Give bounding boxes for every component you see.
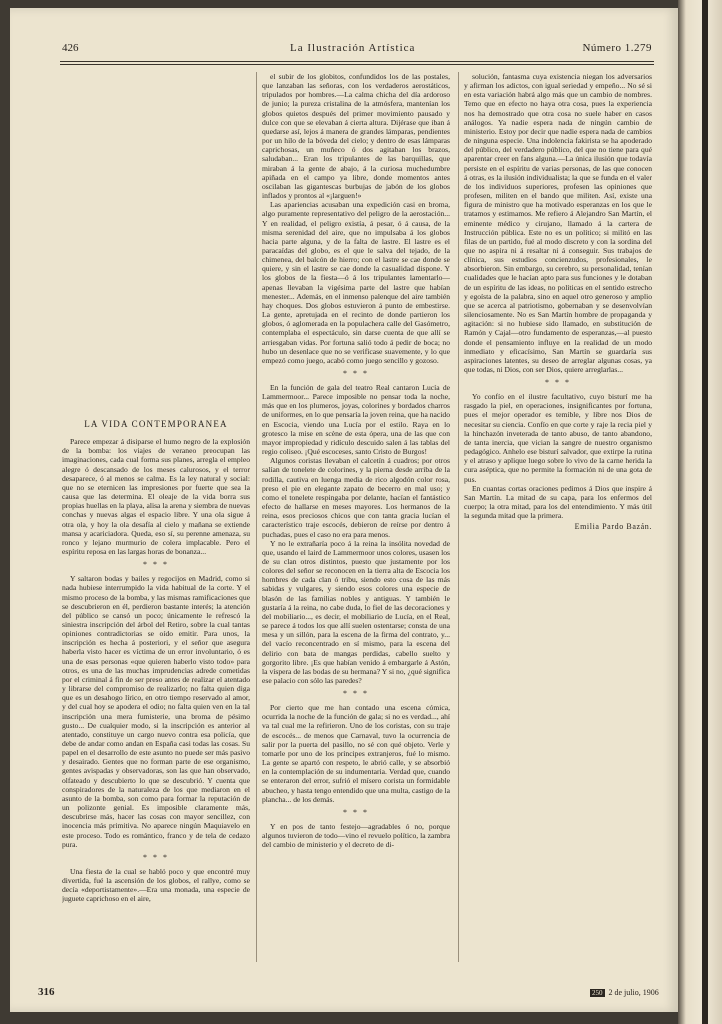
column-1 (62, 420, 250, 968)
section-title: LA VIDA CONTEMPORÁNEA (84, 420, 228, 429)
footer-date (590, 988, 659, 997)
col1-paragraph: Parece empezar á disiparse el humo negro de la explosión de la bomba: los viajes de veraneo preocupan las imaginaciones, cada cual forma sus planes, arregla el empleo alegre ó descansado de los meses calurosos, y el terror desaparece, ó al menos se calma. Es la ley natural y social: que no se eternicen las impresiones por fuerte que sea la causa que las determina. El oleaje de la vida borra sus propias huellas en la playa, alisa la arena y siembra de nuevas conchas y nuevas algas el espacio libre. Y una ola sigue á otra ola, y hoy la ola desafía al cielo y mañana se extiende mansa y acariciadora. Queda, eso sí, su perenne amenaza, su ronco y lejano murmurio de colera implacable. Pero el espíritu reposa en las largas horas de bonanza... (62, 437, 250, 557)
column-divider (458, 72, 459, 962)
header-issue: Número 1.279 (582, 42, 652, 54)
section-separator: * * * (143, 852, 169, 862)
author-signature: Emilia Pardo Bazán. (574, 522, 652, 532)
next-page-edge (678, 0, 722, 1024)
footer-page-number: 316 (38, 986, 55, 998)
section-separator: * * * (343, 807, 369, 817)
section-separator: * * * (143, 560, 169, 570)
page-header (62, 42, 652, 58)
header-page-number: 426 (62, 42, 79, 54)
col2-paragraph: Las apariencias acusaban una expedición casi en broma, algo puramente representativo del peligro de la aerostación... Y en realidad, el peligro existía, á pesar, ó á causa, de la misma serenidad del aire, que no impulsaba á los globos hacia parte alguna, y de la falta de lastre. El lastre es el paracaídas del globo, es el que le salva del tejado, de la chimenea, del balcón de hierro; con el lastre se cae donde se quiere, y sin el lastre se cae donde la casualidad dispone. Y los globos de la fiesta—ó á los tripulantes lamentarlo—apenas llevaban la vigésima parte del lastre que habían menester... Además, en el inmenso palenque del aire también hay choques. Dos globos estuvieron á punto de embestirse. La gente, apretujada en el recinto de donde partieron los globos, ó aglomerada en la populachera calle del Gasómetro, contemplaba el espectáculo, sin darse cuenta de que allí se arriesgaban vidas. Por fortuna salió todo á pedir de boca; no hubo un desenlace que no se verificase suavemente, y lo que empezó como juego, acabó como juego sencillo y gozoso. (262, 200, 450, 365)
col3-paragraph: solución, fantasma cuya existencia niegan los adversarios y afirman los adictos, con igual seriedad y empeño... No sé si en esta variación habrá algo más que un cambio de nombres. Temo que en efecto no haya otra cosa, pues la experiencia nos ha demostrado que otra cosa no suele haber en casos análogos. Ya nadie espera nada de ningún cambio de ministerio. Estoy por decir que nadie espera nada de cambios de ninguna especie. Una indolencia fakirista se ha apoderado del público, del verdadero público, del que no tiene para qué aparentar creer en fans alguna.—La única ilusión que todavía persiste en el espíritu de varias personas, de las que conocen á otras, es la ilusión individualista; la que se funda en el valer de los individuos superiores, profesen las opiniones que profesen, militen en el bando que militen. Así, existe una figura de ministro que ha motivado esperanzas en los que le tratamos y estimamos. Me refiero á Alejandro San Martín, el eminente médico y cirujano, llamado á la cartera de Instrucción pública. Este no es un político; si militó en las filas de un partido, fué al modo discreto y con la sordina del que no aspira ni á resaltar ni á conseguir. Sus trabajos de clínica, sus estudios concienzudos, profesionales, le absorbieron. Sin embargo, su cerebro, su personalidad, tenían cualidades que le hacían apto para sus funciones y le dotaban de un espíritu de las ideas, no políticas en el sentido estrecho y egoísta de la palabra, sino en aquel otro generoso y amplio que se acerca al patriotismo, gobernaban y se desenvolvían silenciosamente. No es San Martín hombre de propaganda y agitación: si no hubiese sido llamado, en substitución de Ramón y Cajal—otro fundamento de esperanzas,—al puesto donde el pensamiento influye en la realidad de un modo inmediato y eficacísimo, San Martín se guardaría sus aspiraciones latentes, su deseo de arreglar algunas cosas, ya que todas, ni Dios, con ser Dios, quiere arreglarlas... (464, 72, 652, 374)
header-title: La Ilustración Artística (290, 42, 416, 54)
column-2 (262, 72, 450, 962)
column-divider (256, 72, 257, 962)
footer-date-text: 2 de julio, 1906 (608, 988, 659, 997)
col2-paragraph: En la función de gala del teatro Real cantaron Lucía de Lammermoor... Parece imposible no pensar toda la noche, más que en los plumeros, joyas, colorines y bordados charros de uniformes, en lo que pensaría la joven reina, que ha nacido en Escocia, viendo una Lucía por el estilo. Raya en lo grotesco la mise en scène de esta ópera, una de las que con mayor impropiedad y ridículo descuido salen á las tablas del regio coliseo. ¡Qué escoceses, santo Cristo de Burgos! (262, 383, 450, 457)
col2-paragraph: Y no le extrañaría poco á la reina la insólita novedad de que, usando el laird de Lammermoor unos colores, usasen los de su clan otros distintos, puesto que justamente por los colores del señor se reconocen en la tierra alta de Escocia los hombres de cada clan ó tribu, siendo esto cosa de las más sabidas y vulgares, y siendo esos colores una especie de blasón de las familias nobles y antiguas. Y también le gustaría á la reina, no cabe duda, lo fiel de las decoraciones y del mobiliario..., es decir, el mobiliario de Lucía, en el Real, se parece á todos los que allí suelen ostentarse; consta de una mesa y un sillón, para la escena de la firma del contrato, y... del vacío reconcentrado en sí mismo, para la escena del delirio con bata de mangas perdidas, cabello suelto y gorgorito libre. ¡Es que habían venido á embargarle á Astón, la víspera de las bodas de su hermana? Y si no, ¿qué significa ese palacio con sólo las paredes? (262, 538, 450, 685)
header-rule-2 (60, 64, 654, 65)
column-3 (464, 72, 652, 572)
col2-paragraph: Algunos coristas llevaban el calcetín á cuadros; por otros salían de tonelete de colorines, y la pierna desde arriba de la rodilla, cautiva en luenga media de rico algodón color rosa, preso el pie en elegante zapato de becerro en mal uso; y como el tonelete respingaba por delante, hacían el fantástico efecto de hallarse en meses mayores. Los hermanos de la reina, esos preciosos chicos que con tanta gracia lucían el característico traje escocés, debieron de reírse por dentro á puchadas, pues el caso no era para menos. (262, 456, 450, 539)
section-separator: * * * (343, 369, 369, 378)
col2-paragraph: el subir de los globitos, confundidos los de las postales, que lanzaban las señoras, con los verdaderos aerostáticos, tripulados por hombres.—La calma chicha del día ardoroso de junio; la pureza cristalina de la atmósfera, mantenían los globos quietos después del primer movimiento pausado y dulce con que se elevaban á cierta altura. Dijérase que iban á quedarse así, lejos á manera de grandes lámparas, pendientes por un hilo de la bóveda del cielo; y dentro de esas lámparas caprichosas, un muñeco ó dos agitaban los brazos, saludaban... Eran los tripulantes de las barquillas, que miraban á la gente de abajo, á la curiosa muchedumbre apiñada en el campo ya libre, donde momentos antes oscilaban las gigantescas burbujas de jabón de los globos inflados y prontos al «¡larguen!» (262, 72, 450, 201)
col3-paragraph: Yo confío en el ilustre facultativo, cuyo bisturí me ha rasgado la piel, en operaciones, insignificantes por fortuna, pues el mejor operador es temible, y libre nos Dios de necesitar su ciencia. Confío en que corte y raje la recia piel y la hinchazón inveterada de tanto abuso, de tanto abandono, de tanta inercia, que vician la sangre de nuestro organismo pedagógico. Anhelo ese bisturí salvador, que extirpe la rutina y el atraso y aplique luego sobre lo vivo de la carne herida la cura aséptica, que no permite la formación ni de una gota de pus. (464, 392, 652, 484)
section-separator: * * * (545, 378, 571, 388)
col2-paragraph: Y en pos de tanto festejo—agradables ó no, porque algunos tuvieron de todo—vino el revuelo político, la zambra del cambio de ministerio y el decreto de di- (262, 821, 450, 850)
publisher-logo: 250 (592, 989, 603, 997)
col1-paragraph: Y saltaron bodas y bailes y regocijos en Madrid, como si nada hubiese interrumpido la vida habitual de la corte. Y el mismo proceso de la bomba, y las mismas ramificaciones que se descubrieron en él, perdieron bastante interés; la atención del público se cansó un poco; únicamente le refrescó la siniestra inscripción del árbol del Retiro, sobre la cual tantas opiniones contradictorias se oído emitir. Para unos, la inscripción es hecha á posteriori, y el señor que asegura haberla visto hacer es víctima de un error involuntario, ó es una de esas personas «que quieren haberlo visto todo» para otros, es una de las muchas imprudencias adrede cometidas por el criminal á fin de ser preso antes de realizar el atentado y librarse del compromiso de realizarlo; no falta quien diga que es un desahogo lírico, en otro tiempo reservado al amor, y del cual hoy se apodera el odio; no falta quien ven en la tal inscripción una mera fumisterie, una broma de pésimo gusto... De cualquier modo, si la inscripción es anterior al atentado, constituye un cargo nuevo contra esa policía, que debe de andar como andan en España casi todas las cosas. Su papel en el desarrollo de este asunto no puede ser más pasivo y desairado. Gentes que no forman parte de ese organismo, gentes avispadas y observadoras, son las que han observado, olfateado y descubierto lo que se descubrió. Y cuenta que conspiradores de la naturaleza de los que mediaron en el asunto de la bomba, son como para formar la reputación de un polizonte genial. Es imposible claramente más, descubrirse más, hacer las cosas con mayor sencillez, con inocencia más primitiva. No aparece ningún Maquiavelo en este proceso. Todo es romántico, franco y de tela de cedazo pura. (62, 574, 250, 849)
col2-paragraph: Por cierto que me han contado una escena cómica, ocurrida la noche de la función de gala; si no es verdad..., ahí va tal cual me la refirieron. Uno de los coristas, con su traje de escocés... de menos que Carnaval, tuvo la ocurrencia de salir por la puerta del pasillo, no sé con qué objeto. Verle y tomarle por uno de los príncipes extranjeros, fué lo mismo. La gente se apartó con respeto, le abrió calle, y se absorbió en la contemplación de su indumentaria. Verdad que, cuando se enteraron del error, sufrió el mísero corista un formidable abucheo, y hasta tengo entendido que una multa, castigo de la plancha... de los demás. (262, 703, 450, 804)
header-rule (60, 61, 654, 62)
col1-paragraph: Una fiesta de la cual se habló poco y que encontré muy divertida, fué la ascensión de los globos, el rallye, como se decía «deportistamente».—Era una monada, una especie de juguete caprichoso en el aire, (62, 866, 250, 904)
column-1-top-blank (62, 72, 250, 402)
section-separator: * * * (343, 689, 369, 699)
col3-paragraph: En cuantas cortas oraciones pedimos á Dios que inspire á San Martín. La mitad de su capa, para los enfermos del cuerpo; la otra mitad, para los del entendimiento. Y más útil la segunda mitad que la primera. (464, 483, 652, 521)
